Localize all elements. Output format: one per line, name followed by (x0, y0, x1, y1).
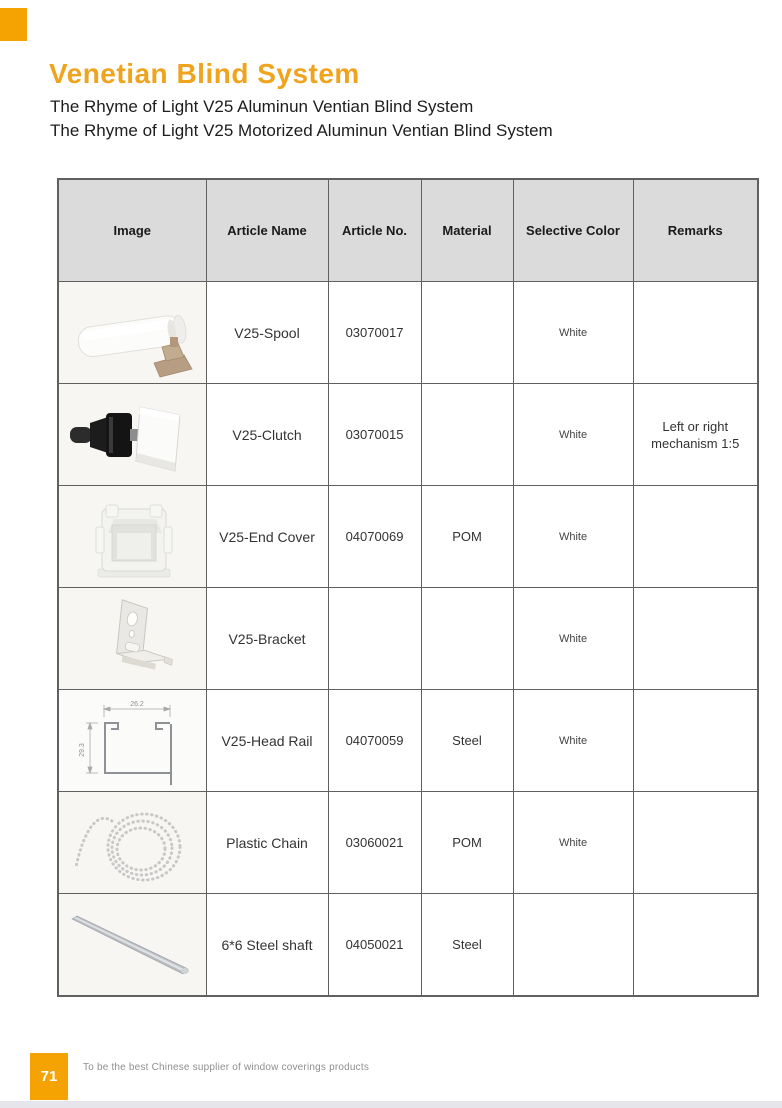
remarks (633, 894, 758, 997)
article-name: V25-Spool (206, 282, 328, 384)
header-remarks: Remarks (633, 179, 758, 282)
article-no: 03070017 (328, 282, 421, 384)
selective-color: White (513, 486, 633, 588)
remarks (633, 792, 758, 894)
page-corner-marker (0, 8, 27, 41)
article-name: 6*6 Steel shaft (206, 894, 328, 997)
article-name: V25-Head Rail (206, 690, 328, 792)
selective-color: White (513, 282, 633, 384)
material: Steel (421, 894, 513, 997)
header-article-name: Article Name (206, 179, 328, 282)
steel-shaft-photo (59, 894, 206, 995)
v25-clutch-photo (59, 384, 206, 485)
table-header-row (58, 179, 758, 282)
article-no: 03060021 (328, 792, 421, 894)
material: POM (421, 792, 513, 894)
subtitle-line-2: The Rhyme of Light V25 Motorized Aluminun Ventian Blind System (50, 121, 553, 140)
table-row (58, 894, 758, 997)
page-title: Venetian Blind System (49, 58, 360, 89)
header-selective-color: Selective Color (513, 179, 633, 282)
article-no: 04050021 (328, 894, 421, 997)
header-article-no: Article No. (328, 179, 421, 282)
remarks (633, 282, 758, 384)
table-row (58, 588, 758, 690)
table-row (58, 282, 758, 384)
selective-color: White (513, 792, 633, 894)
bottom-bar (0, 1101, 782, 1108)
v25-head-rail-drawing (59, 690, 206, 791)
material (421, 384, 513, 486)
remarks: Left or right mechanism 1:5 (633, 384, 758, 486)
table-row (58, 792, 758, 894)
header-image: Image (58, 179, 206, 282)
table-row (58, 690, 758, 792)
article-name: V25-Clutch (206, 384, 328, 486)
v25-spool-photo (59, 282, 206, 383)
selective-color: White (513, 690, 633, 792)
head-rail-width-dim: 26.2 (130, 700, 145, 708)
v25-bracket-photo (59, 588, 206, 689)
article-name: V25-Bracket (206, 588, 328, 690)
material (421, 588, 513, 690)
page-number: 71 (30, 1053, 68, 1100)
footer-tagline: To be the best Chinese supplier of window coverings products (83, 1062, 370, 1073)
material (421, 282, 513, 384)
remarks (633, 588, 758, 690)
article-name: Plastic Chain (206, 792, 328, 894)
article-no: 04070059 (328, 690, 421, 792)
remarks (633, 690, 758, 792)
article-no: 03070015 (328, 384, 421, 486)
table-row (58, 486, 758, 588)
table-row (58, 384, 758, 486)
selective-color: White (513, 588, 633, 690)
article-no: 04070069 (328, 486, 421, 588)
selective-color (513, 894, 633, 997)
subtitle-line-1: The Rhyme of Light V25 Aluminun Ventian Blind System (50, 97, 474, 116)
header-material: Material (421, 179, 513, 282)
material: Steel (421, 690, 513, 792)
material: POM (421, 486, 513, 588)
article-name: V25-End Cover (206, 486, 328, 588)
article-no (328, 588, 421, 690)
plastic-chain-photo (59, 792, 206, 893)
selective-color: White (513, 384, 633, 486)
parts-table (57, 178, 759, 997)
v25-end-cover-photo (59, 486, 206, 587)
remarks (633, 486, 758, 588)
head-rail-height-dim: 29.3 (79, 742, 87, 757)
